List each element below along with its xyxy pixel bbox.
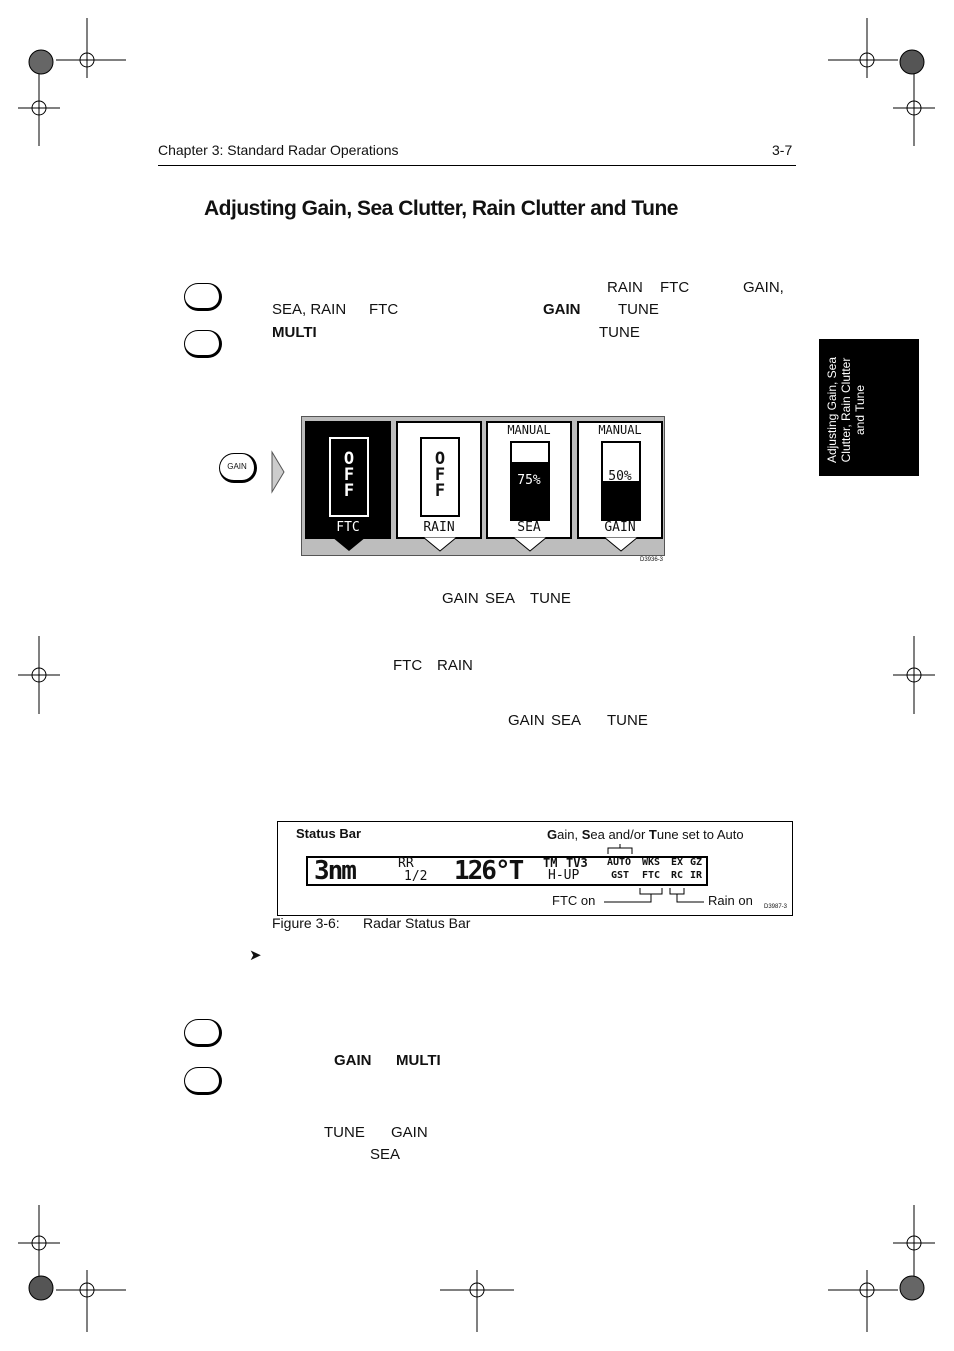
word-ftc: FTC — [393, 657, 423, 674]
rain-state: O F F — [434, 449, 446, 501]
word-ftc: FTC — [369, 301, 399, 318]
word-sea: SEA — [485, 590, 516, 607]
status-bar-figure — [277, 821, 793, 916]
softkey-sea — [486, 421, 572, 539]
figure-caption-title: Radar Status Bar — [363, 915, 471, 931]
gst-label: GST — [611, 870, 630, 881]
section-title: Adjusting Gain, Sea Clutter, Rain Clutter and Tune — [204, 197, 678, 220]
rr-label: RR — [398, 856, 414, 871]
ftc-bar — [329, 437, 369, 517]
softkey-ftc — [305, 421, 391, 539]
ex-label: EX — [671, 857, 684, 868]
word-tune: TUNE — [530, 590, 571, 607]
side-tab-label: Adjusting Gain, Sea Clutter, Rain Clutter and Tune — [825, 356, 867, 464]
softkey-ftc-label: FTC — [336, 520, 360, 535]
word-multi-bold: MULTI — [396, 1052, 441, 1069]
softkey-gain-label: GAIN — [604, 520, 636, 535]
rain-bar — [420, 437, 460, 517]
rr-fraction: 1/2 — [404, 869, 428, 884]
key-button — [184, 283, 222, 311]
softkey-gain — [577, 421, 663, 539]
word-sea: SEA — [551, 712, 582, 729]
word-sea-rain: SEA, RAIN — [272, 301, 347, 318]
gain-value: 50% — [608, 469, 632, 484]
word-gain: GAIN — [508, 712, 545, 729]
key-button — [184, 1019, 222, 1047]
wks-label: WKS — [642, 857, 661, 868]
gain-key-icon: GAIN — [219, 453, 257, 483]
sea-mode: MANUAL — [507, 423, 551, 437]
arrow-right-icon — [270, 450, 286, 494]
chapter-heading: Chapter 3: Standard Radar Operations — [158, 142, 399, 158]
tv-label: TV3 — [566, 856, 588, 870]
figure-code: D3936-3 — [640, 557, 664, 563]
auto-label: AUTO — [607, 857, 632, 868]
side-tab — [819, 339, 919, 476]
word-rain: RAIN — [607, 279, 643, 296]
tm-label: TM — [543, 856, 558, 870]
word-rain: RAIN — [437, 657, 473, 674]
heading-readout: 126°T — [454, 856, 523, 886]
rain-on-label: Rain on — [708, 893, 753, 908]
word-tune: TUNE — [618, 301, 659, 318]
hup-label: H-UP — [548, 868, 580, 883]
softkey-rain — [396, 421, 482, 539]
word-tune: TUNE — [607, 712, 648, 729]
gain-bar-fill — [603, 481, 639, 519]
header-rule — [158, 165, 796, 166]
softkey-panel — [301, 416, 665, 556]
word-gain: GAIN — [442, 590, 479, 607]
key-button — [184, 1067, 222, 1095]
softkey-pointer — [513, 537, 547, 553]
gz-label: GZ — [690, 857, 703, 868]
softkey-pointer — [423, 537, 457, 553]
figure-code: D3987-3 — [764, 904, 788, 910]
sea-bar-fill — [512, 462, 548, 519]
word-multi-bold: MULTI — [272, 324, 317, 341]
word-tune: TUNE — [599, 324, 640, 341]
figure-caption-number: Figure 3-6: — [272, 915, 340, 931]
ftc-on-label: FTC on — [552, 893, 596, 908]
word-tune: TUNE — [324, 1124, 365, 1141]
word-sea: SEA — [370, 1146, 401, 1163]
ir-label: IR — [690, 870, 703, 881]
sea-value: 75% — [517, 473, 541, 488]
arrow-bullet-icon: ➤ — [249, 947, 262, 964]
rc-label: RC — [671, 870, 684, 881]
page-number: 3-7 — [772, 142, 793, 158]
word-gain: GAIN — [391, 1124, 428, 1141]
softkey-sea-label: SEA — [517, 520, 541, 535]
softkey-rain-label: RAIN — [423, 520, 455, 535]
key-button — [184, 330, 222, 358]
status-bar-label: Status Bar — [296, 826, 362, 841]
ftc-label: FTC — [642, 870, 661, 881]
range-readout: 3nm — [314, 856, 355, 886]
word-ftc: FTC — [660, 279, 690, 296]
auto-note: Gain, Sea and/or Tune set to Auto — [547, 827, 744, 842]
softkey-pointer — [332, 537, 366, 553]
word-gain-bold: GAIN — [334, 1052, 372, 1069]
word-gain: GAIN, — [743, 279, 784, 296]
word-gain-bold: GAIN — [543, 301, 581, 318]
ftc-state: O F F — [343, 449, 355, 501]
status-bar-display — [306, 856, 708, 886]
softkey-pointer — [604, 537, 638, 553]
gain-mode: MANUAL — [598, 423, 642, 437]
